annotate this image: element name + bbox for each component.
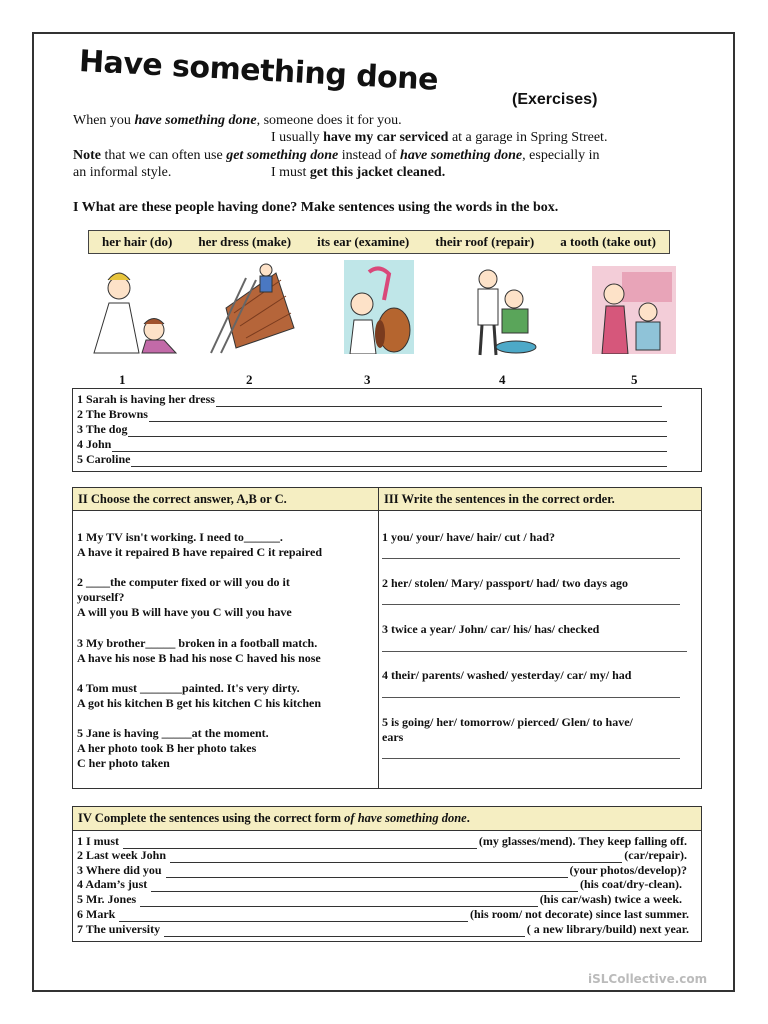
answer-line[interactable] [382, 758, 680, 759]
section2-heading: II Choose the correct answer, A,B or C. [72, 487, 379, 511]
answer-line[interactable]: 3 The dog [77, 422, 667, 437]
choice-question: 5 Jane is having _____at the moment. A her photo took B her photo takes C her photo taken [77, 726, 269, 770]
page-subtitle: (Exercises) [512, 91, 598, 108]
complete-row[interactable]: 3 Where did you (your photos/develop)? [77, 863, 687, 877]
picture-number: 2 [246, 372, 253, 387]
word-item: her dress (make) [198, 234, 292, 249]
intro-line-3: Note that we can often use get something done instead of have something done, especially in [73, 148, 600, 163]
choice-question: 3 My brother_____ broken in a football match. A have his nose B had his nose C haved his nose [77, 636, 321, 665]
section3-heading: III Write the sentences in the correct order. [378, 487, 702, 511]
answer-line[interactable] [382, 604, 680, 605]
picture-number: 4 [499, 372, 506, 387]
dentist-chair-illustration [592, 266, 676, 354]
complete-row[interactable]: 4 Adam’s just (his coat/dry-clean). [77, 877, 682, 891]
complete-row[interactable]: 1 I must (my glasses/mend). They keep falling off. [77, 834, 687, 848]
watermark: iSLCollective.com [588, 972, 708, 986]
order-question: 2 her/ stolen/ Mary/ passport/ had/ two days ago [382, 576, 629, 590]
picture-number: 1 [119, 372, 126, 387]
roof-repair-illustration [206, 258, 298, 358]
complete-row[interactable]: 6 Mark (his room/ not decorate) since last summer. [77, 907, 689, 921]
word-item: her hair (do) [102, 234, 173, 249]
answer-line[interactable]: 5 Caroline [77, 452, 667, 467]
order-question: 4 their/ parents/ washed/ yesterday/ car/ my/ had [382, 668, 632, 682]
section1-question: I What are these people having done? Make sentences using the words in the box. [73, 200, 559, 215]
intro-line-4: an informal style. [73, 165, 172, 180]
complete-row[interactable]: 2 Last week John (car/repair). [77, 848, 687, 862]
dog-vet-illustration [344, 260, 414, 354]
word-item: its ear (examine) [317, 234, 410, 249]
answer-line[interactable]: 2 The Browns [77, 407, 667, 422]
complete-row[interactable]: 7 The university ( a new library/build) next year. [77, 922, 689, 936]
dentist-illustration [466, 265, 542, 360]
answer-line[interactable] [382, 697, 680, 698]
intro-line-1: When you have something done, someone does it for you. [73, 113, 402, 128]
answer-line[interactable]: 1 Sarah is having her dress [77, 392, 662, 407]
page-title: Have something done [78, 44, 439, 98]
picture-number: 3 [364, 372, 371, 387]
order-question: 5 is going/ her/ tomorrow/ pierced/ Glen/ to have/ ears [382, 715, 633, 744]
choice-question: 4 Tom must _______painted. It's very dirty. A got his kitchen B get his kitchen C his kitchen [77, 681, 322, 710]
picture-number: 5 [631, 372, 638, 387]
answer-line[interactable]: 4 John [77, 437, 667, 452]
order-question: 1 you/ your/ have/ hair/ cut / had? [382, 530, 556, 544]
word-box [88, 230, 670, 254]
answer-line[interactable] [382, 558, 680, 559]
complete-row[interactable]: 5 Mr. Jones (his car/wash) twice a week. [77, 892, 682, 906]
column-divider [378, 510, 379, 789]
choice-question: 2 ____the computer fixed or will you do it yourself? A will you B will have you C will you have [77, 575, 292, 619]
order-question: 3 twice a year/ John/ car/ his/ has/ checked [382, 622, 600, 636]
word-item: a tooth (take out) [560, 234, 656, 249]
intro-line-2: I usually have my car serviced at a garage in Spring Street. [271, 130, 608, 145]
answer-line[interactable] [382, 651, 687, 652]
hairdresser-illustration [84, 258, 184, 358]
choice-question: 1 My TV isn't working. I need to______. A have it repaired B have repaired C it repaired [77, 530, 322, 559]
word-item: their roof (repair) [435, 234, 535, 249]
intro-line-5: I must get this jacket cleaned. [271, 165, 446, 180]
section4-heading: IV Complete the sentences using the correct form of have something done. [72, 806, 702, 831]
